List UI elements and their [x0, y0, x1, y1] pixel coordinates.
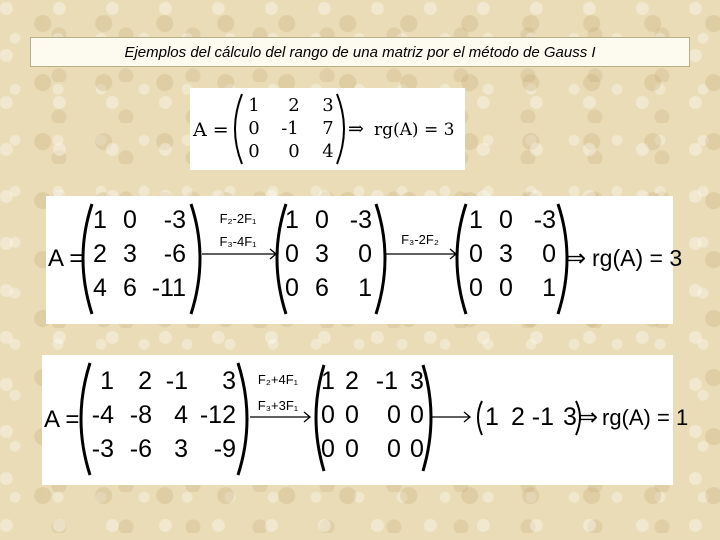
matrix-cell: 3 [410, 367, 424, 395]
matrix-cell: 7 [322, 118, 334, 139]
matrix-cell: 0 [288, 141, 300, 162]
transform-arrow [384, 249, 456, 259]
row-vector [485, 403, 577, 431]
implies-arrow: ⇒ [566, 245, 587, 272]
matrix-a [92, 367, 236, 463]
matrix-cell: -6 [129, 435, 152, 463]
matrix-cell: 0 [358, 240, 372, 268]
matrix-cell: 0 [499, 206, 513, 234]
transform-arrow [202, 249, 276, 259]
matrix-cell: 0 [410, 435, 424, 463]
matrix-cell: 0 [469, 240, 483, 268]
matrix-cell: 4 [93, 274, 107, 302]
matrix-1 [248, 95, 333, 162]
right-paren [423, 365, 431, 471]
matrix-cell: 0 [315, 206, 329, 234]
lhs-label: A = [44, 406, 80, 433]
matrix-cell: 0 [345, 401, 359, 429]
matrix-cell: -1 [281, 118, 299, 139]
rank-result: rg(A) = 1 [602, 405, 689, 430]
matrix-cell: -1 [165, 367, 188, 395]
matrix-cell: 0 [321, 435, 335, 463]
matrix-cell: -12 [199, 401, 236, 429]
lhs-label: A = [48, 245, 84, 272]
right-paren [238, 363, 247, 475]
vector-cell: -1 [531, 403, 554, 431]
matrix-cell: 6 [315, 274, 329, 302]
right-paren [337, 94, 344, 164]
example-3-formula [42, 355, 689, 485]
matrix-cell: 0 [345, 435, 359, 463]
matrix-cell: -1 [375, 367, 398, 395]
vector-cell: 3 [563, 403, 577, 431]
matrix-cell: 1 [542, 274, 556, 302]
left-paren [83, 204, 92, 314]
matrix-cell: 1 [100, 367, 114, 395]
rank-result: rg(A) = 3 [592, 245, 683, 271]
matrix-cell: 3 [499, 240, 513, 268]
transform-arrow [432, 412, 470, 422]
matrix-cell: 2 [138, 367, 152, 395]
matrix-cell: 2 [288, 95, 300, 116]
left-paren [457, 204, 466, 314]
matrix-cell: -4 [91, 401, 114, 429]
example-3-panel [42, 355, 689, 485]
matrix-cell: 0 [410, 401, 424, 429]
matrix-cell: 3 [174, 435, 188, 463]
matrix-cell: 0 [499, 274, 513, 302]
matrix-a [93, 206, 186, 302]
matrix-cell: -6 [163, 240, 186, 268]
example-1-panel [190, 88, 465, 170]
lhs-label: A = [193, 119, 229, 141]
matrix-cell: 2 [345, 367, 359, 395]
rank-result: rg(A) = 3 [374, 120, 455, 140]
right-paren [191, 204, 200, 314]
matrix-cell: -3 [163, 206, 186, 234]
matrix-cell: 1 [93, 206, 107, 234]
matrix-cell: -3 [91, 435, 114, 463]
matrix-b [285, 206, 372, 302]
row-operation: F₃-4F₁ [219, 234, 257, 249]
matrix-cell: 0 [321, 401, 335, 429]
matrix-cell: 1 [321, 367, 335, 395]
matrix-cell: 1 [358, 274, 372, 302]
matrix-cell: 0 [248, 118, 260, 139]
example-2-panel [46, 196, 683, 324]
matrix-cell: -9 [213, 435, 236, 463]
matrix-cell: 0 [285, 274, 299, 302]
matrix-cell: 3 [222, 367, 236, 395]
matrix-cell: 0 [123, 206, 137, 234]
matrix-cell: 0 [469, 274, 483, 302]
matrix-cell: 1 [469, 206, 483, 234]
slide-title: Ejemplos del cálculo del rango de una matriz por el método de Gauss I [30, 37, 690, 67]
matrix-cell: -3 [533, 206, 556, 234]
matrix-cell: 0 [285, 240, 299, 268]
matrix-cell: 0 [248, 141, 260, 162]
matrix-cell: 6 [123, 274, 137, 302]
matrix-cell: -8 [129, 401, 152, 429]
matrix-cell: 4 [322, 141, 334, 162]
row-operation: F₃+3F₁ [257, 398, 299, 413]
transform-arrow [250, 412, 310, 422]
left-paren [81, 363, 90, 475]
matrix-cell: 0 [542, 240, 556, 268]
matrix-cell: 1 [285, 206, 299, 234]
implies-arrow: ⇒ [348, 118, 364, 140]
vector-cell: 1 [485, 403, 499, 431]
left-paren [478, 401, 482, 435]
matrix-cell: 3 [322, 95, 334, 116]
row-operation: F₂-2F₁ [219, 211, 257, 226]
matrix-cell: -11 [151, 274, 186, 302]
example-1-formula [190, 88, 465, 170]
matrix-cell: 0 [387, 401, 401, 429]
matrix-cell: 1 [248, 95, 260, 116]
implies-arrow: ⇒ [578, 404, 599, 431]
matrix-c [469, 206, 556, 302]
left-paren [235, 94, 242, 164]
matrix-cell: 4 [174, 401, 188, 429]
example-2-formula [46, 196, 683, 324]
row-operation: F₂+4F₁ [257, 372, 299, 387]
matrix-cell: 3 [315, 240, 329, 268]
matrix-cell: -3 [349, 206, 372, 234]
vector-cell: 2 [511, 403, 525, 431]
matrix-cell: 0 [387, 435, 401, 463]
matrix-b [321, 367, 424, 463]
matrix-cell: 3 [123, 240, 137, 268]
row-operation: F₃-2F₂ [401, 232, 439, 247]
matrix-cell: 2 [93, 240, 107, 268]
right-paren [376, 204, 385, 314]
